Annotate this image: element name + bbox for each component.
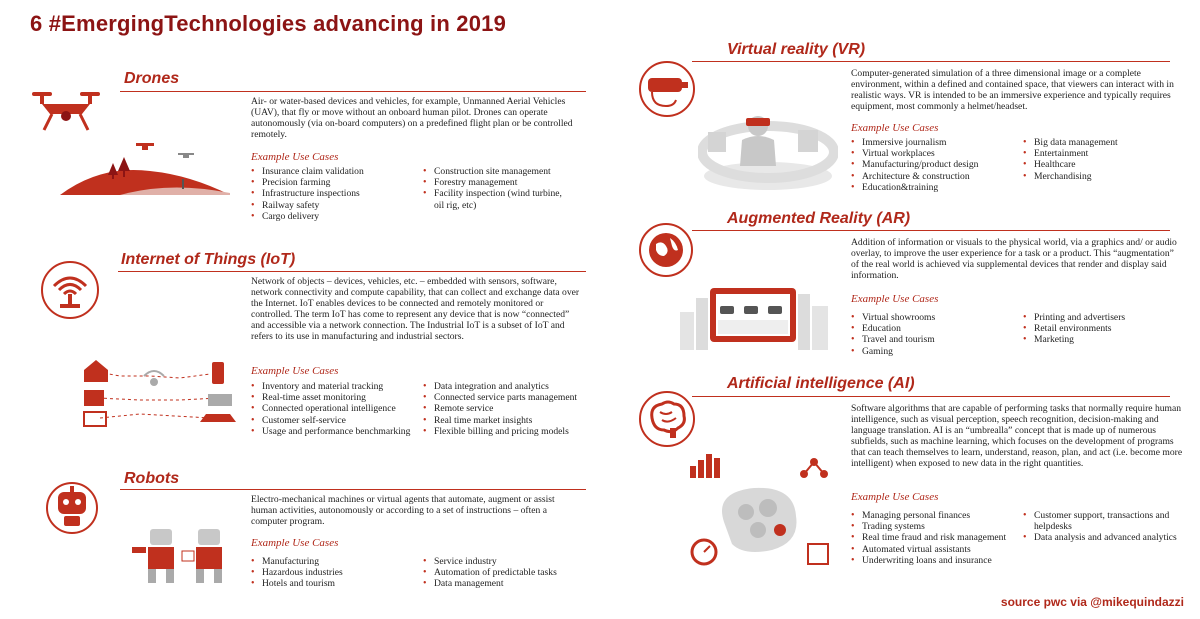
list-item: • Trading systems xyxy=(851,521,1021,532)
list-item: • Real-time asset monitoring xyxy=(251,392,423,403)
list-item: • Data integration and analytics xyxy=(423,381,588,392)
list-item: • Facility inspection (wind turbine, oil rig, etc) xyxy=(423,188,563,210)
list-item: • Hazardous industries xyxy=(251,567,421,578)
list-item: • Data analysis and advanced analytics xyxy=(1023,532,1188,543)
list-item: • Managing personal finances xyxy=(851,510,1021,521)
iot-signal-icon xyxy=(40,260,100,320)
ar-description: Addition of information or visuals to the physical world, via a graphics and/ or audio overlay, to improve the user experience for a task or a product. This “augmentation” of the real world is achieved via supplemental devices that render and display said information. xyxy=(851,237,1177,281)
list-item: • Manufacturing/product design xyxy=(851,159,1019,170)
list-item: • Marketing xyxy=(1023,334,1183,345)
list-item: • Merchandising xyxy=(1023,171,1183,182)
list-item: • Cargo delivery xyxy=(251,211,421,222)
list-item: • Insurance claim validation xyxy=(251,166,421,177)
list-item: • Architecture & construction xyxy=(851,171,1019,182)
list-item: • Connected operational intelligence xyxy=(251,403,423,414)
drones-use-cases-title: Example Use Cases xyxy=(251,151,339,163)
list-item: • Precision farming xyxy=(251,177,421,188)
vr-uses-left xyxy=(851,137,1019,193)
vr-use-cases-title: Example Use Cases xyxy=(851,122,939,134)
list-item: • Education xyxy=(851,323,1019,334)
list-item: • Travel and tourism xyxy=(851,334,1019,345)
vr-illustration xyxy=(698,106,838,192)
list-item: • Forestry management xyxy=(423,177,563,188)
list-item: • Usage and performance benchmarking xyxy=(251,426,423,437)
list-item: • Hotels and tourism xyxy=(251,578,421,589)
iot-uses-right xyxy=(423,381,588,437)
list-item: • Gaming xyxy=(851,346,1019,357)
list-item: • Immersive journalism xyxy=(851,137,1019,148)
list-item: • Connected service parts management xyxy=(423,392,588,403)
drones-divider xyxy=(120,91,586,92)
list-item: • Infrastructure inspections xyxy=(251,188,421,199)
connected-devices-illustration xyxy=(80,358,240,432)
ai-illustration xyxy=(684,452,834,577)
list-item: • Retail environments xyxy=(1023,323,1183,334)
list-item: • Real time market insights xyxy=(423,415,588,426)
drone-icon xyxy=(30,84,102,136)
list-item: • Customer support, transactions and helpdesks xyxy=(1023,510,1188,532)
ai-uses-right xyxy=(1023,510,1188,544)
ar-uses-right xyxy=(1023,312,1183,346)
iot-heading: Internet of Things (IoT) xyxy=(121,251,296,268)
list-item: • Manufacturing xyxy=(251,556,421,567)
ar-city-illustration xyxy=(680,286,830,350)
list-item: • Inventory and material tracking xyxy=(251,381,423,392)
ai-use-cases-title: Example Use Cases xyxy=(851,491,939,503)
list-item: • Construction site management xyxy=(423,166,563,177)
robots-divider xyxy=(120,489,586,490)
ai-description: Software algorithms that are capable of performing tasks that normally require human intelligence, such as visual perception, speech recognition, decision-making and language translation. AI is an “umbrealla” concept that is made up of numerous subfields, such as machine learning, which focuses on the development of programs that can teach themselves to learn, understand, reason, plan, and act (i.e. become more intelligent) when exposed to new data in the right quantities. xyxy=(851,403,1183,469)
list-item: • Printing and advertisers xyxy=(1023,312,1183,323)
globe-icon xyxy=(638,222,694,278)
iot-description: Network of objects – devices, vehicles, etc. – embedded with sensors, software, network connectivity and compute capability, that can collect and exchange data over the Internet. IoT enables devices to be connected and remotely monitored or controlled. The term IoT has come to represent any device that is now “connected” and accessible via a network connection. The Industrial IoT is a subset of IoT and refers to its use in manufacturing and industrial sectors. xyxy=(251,276,580,342)
list-item: • Remote service xyxy=(423,403,588,414)
iot-use-cases-title: Example Use Cases xyxy=(251,365,339,377)
iot-divider xyxy=(118,271,586,272)
page-title: 6 #EmergingTechnologies advancing in 2019 xyxy=(30,11,507,36)
drones-uses-left xyxy=(251,166,421,222)
robots-heading: Robots xyxy=(124,470,180,487)
ai-heading: Artificial intelligence (AI) xyxy=(727,375,915,392)
list-item: • Data management xyxy=(423,578,583,589)
list-item: • Virtual workplaces xyxy=(851,148,1019,159)
vr-divider xyxy=(692,61,1170,62)
vr-description: Computer-generated simulation of a three dimensional image or a complete environment, within a defined and contained space, that viewers can interact with in realistic ways. VR is intended to be an immersive experience and typically requires equipment, most commonly a helmet/headset. xyxy=(851,68,1174,112)
ai-uses-left xyxy=(851,510,1021,566)
drones-uses-right xyxy=(423,166,563,211)
iot-uses-left xyxy=(251,381,423,437)
list-item: • Real time fraud and risk management xyxy=(851,532,1021,543)
list-item: • Customer self-service xyxy=(251,415,423,426)
ar-heading: Augmented Reality (AR) xyxy=(727,210,911,227)
list-item: • Service industry xyxy=(423,556,583,567)
ar-divider xyxy=(692,230,1170,231)
list-item: • Automated virtual assistants xyxy=(851,544,1021,555)
vr-headset-icon xyxy=(638,60,696,118)
list-item: • Underwriting loans and insurance xyxy=(851,555,1021,566)
drones-heading: Drones xyxy=(124,70,180,87)
list-item: • Railway safety xyxy=(251,200,421,211)
robots-description: Electro-mechanical machines or virtual agents that automate, augment or assist human activities, autonomously or according to a set of instructions – often a computer program. xyxy=(251,494,555,527)
list-item: • Big data management xyxy=(1023,137,1183,148)
ar-uses-left xyxy=(851,312,1019,357)
vr-uses-right xyxy=(1023,137,1183,182)
list-item: • Entertainment xyxy=(1023,148,1183,159)
robots-use-cases-title: Example Use Cases xyxy=(251,537,339,549)
vr-heading: Virtual reality (VR) xyxy=(727,41,866,58)
robots-illustration xyxy=(128,527,238,585)
list-item: • Healthcare xyxy=(1023,159,1183,170)
list-item: • Education&training xyxy=(851,182,1019,193)
drones-description: Air- or water-based devices and vehicles, for example, Unmanned Aerial Vehicles (UAV), that fly or move without an onboard human pilot. Drones can operate autonomously (via on-board computers) on a predefined flight plan or be controlled remotely. xyxy=(251,96,573,140)
source-credit: source pwc via @mikequindazzi xyxy=(1000,595,1184,609)
list-item: • Automation of predictable tasks xyxy=(423,567,583,578)
ai-divider xyxy=(692,396,1170,397)
brain-icon xyxy=(638,390,696,448)
robots-uses-left xyxy=(251,556,421,590)
robots-uses-right xyxy=(423,556,583,590)
ar-use-cases-title: Example Use Cases xyxy=(851,293,939,305)
list-item: • Flexible billing and pricing models xyxy=(423,426,588,437)
list-item: • Virtual showrooms xyxy=(851,312,1019,323)
landscape-illustration xyxy=(60,135,230,199)
robot-head-icon xyxy=(46,480,98,536)
